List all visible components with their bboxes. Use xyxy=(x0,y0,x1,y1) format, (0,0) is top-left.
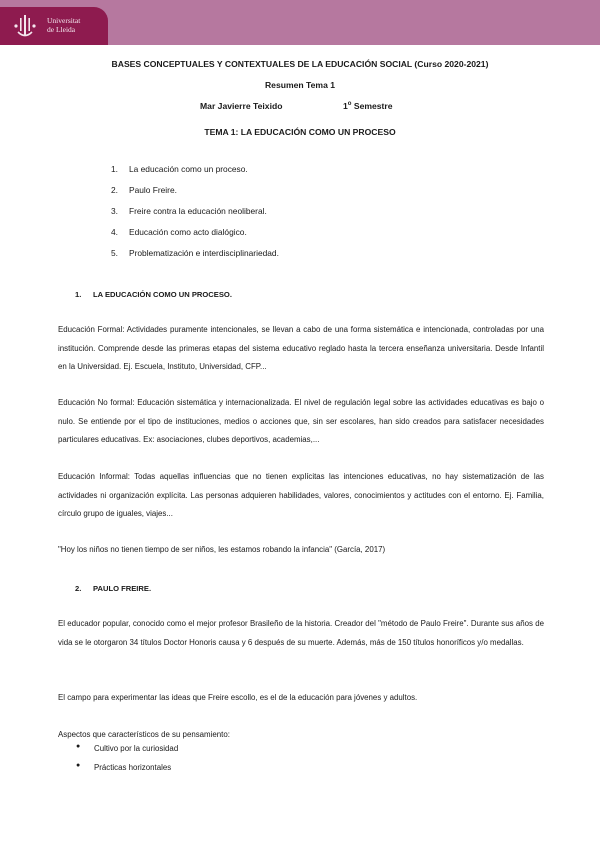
semester-label: 1$^o$ Semestre xyxy=(343,101,393,111)
toc-item: 3. Freire contra la educación neoliberal. xyxy=(111,206,267,216)
quote: "Hoy los niños no tienen tiempo de ser niños, les estamos robando la infancia" (García, 2017) xyxy=(58,545,386,554)
table-of-contents xyxy=(111,164,279,269)
toc-item: 2. Paulo Freire. xyxy=(111,185,177,195)
list-item: ● Cultivo por la curiosidad xyxy=(76,744,178,763)
university-emblem-icon xyxy=(10,12,40,40)
list-item: ● Prácticas horizontales xyxy=(76,763,178,782)
paragraph-freire-bio: El educador popular, conocido como el mejor profesor Brasileño de la historia. Creador del "método de Paulo Freire". Durante sus años de vida se le otorgaron 34 títulos Doctor Honoris causa y 6 después de su muerte. Además, más de 150 títulos honoríficos y/o medallas. xyxy=(58,619,544,647)
author-name: Mar Javierre Teixido xyxy=(200,101,283,111)
summary-title: Resumen Tema 1 xyxy=(264,80,336,90)
logo-line-1: Universitat xyxy=(47,16,81,25)
paragraph-informal-education: Educación Informal: Todas aquellas influencias que no tienen explícitas las intenciones educativas, no hay sistematización de las actividades ni organización explícita. Las personas adquieren habilidades, valores, conocimientos y actitudes con el entorno. Ej. Familia, círculo grupo de iguales, viajes... xyxy=(58,472,544,518)
section-heading-1: 1. LA EDUCACIÓN COMO UN PROCESO. xyxy=(75,290,232,299)
toc-item: 4. Educación como acto dialógico. xyxy=(111,227,247,237)
aspects-list xyxy=(76,744,178,781)
paragraph-formal-education: Educación Formal: Actividades puramente intencionales, se llevan a cabo de una forma sistemática e intencionada, controladas por una institución. Comprende desde las primeras etapas del sistema educativo reglado hasta la tercera enseñanza universitaria. Desde Infantil en la Universidad. Ej. Escuela, Instituto, Universidad, CFP... xyxy=(58,325,544,371)
toc-item: 1. La educación como un proceso. xyxy=(111,164,248,174)
course-title: BASES CONCEPTUALES Y CONTEXTUALES DE LA EDUCACIÓN SOCIAL (Curso 2020-2021) xyxy=(111,59,489,69)
topic-title: TEMA 1: LA EDUCACIÓN COMO UN PROCESO xyxy=(204,127,396,137)
university-logo xyxy=(0,7,108,45)
logo-line-2: de Lleida xyxy=(47,25,76,34)
aspects-intro: Aspectos que característicos de su pensamiento: xyxy=(58,730,230,739)
paragraph-campo: El campo para experimentar las ideas que Freire escollo, es el de la educación para jóvenes y adultos. xyxy=(58,693,418,702)
toc-item: 5. Problematización e interdisciplinariedad. xyxy=(111,248,279,258)
paragraph-nonformal-education: Educación No formal: Educación sistemática y internacionalizada. El nivel de regulación legal sobre las actividades educativas es bajo o nulo. Se entiende por el tipo de instituciones, medios o acciones que, sin ser escolares, han sido creados para satisfacer necesidades particulares educativas. Ex: asociaciones, clubes deportivos, academias,... xyxy=(58,398,544,444)
section-heading-2: 2. PAULO FREIRE. xyxy=(75,584,152,593)
